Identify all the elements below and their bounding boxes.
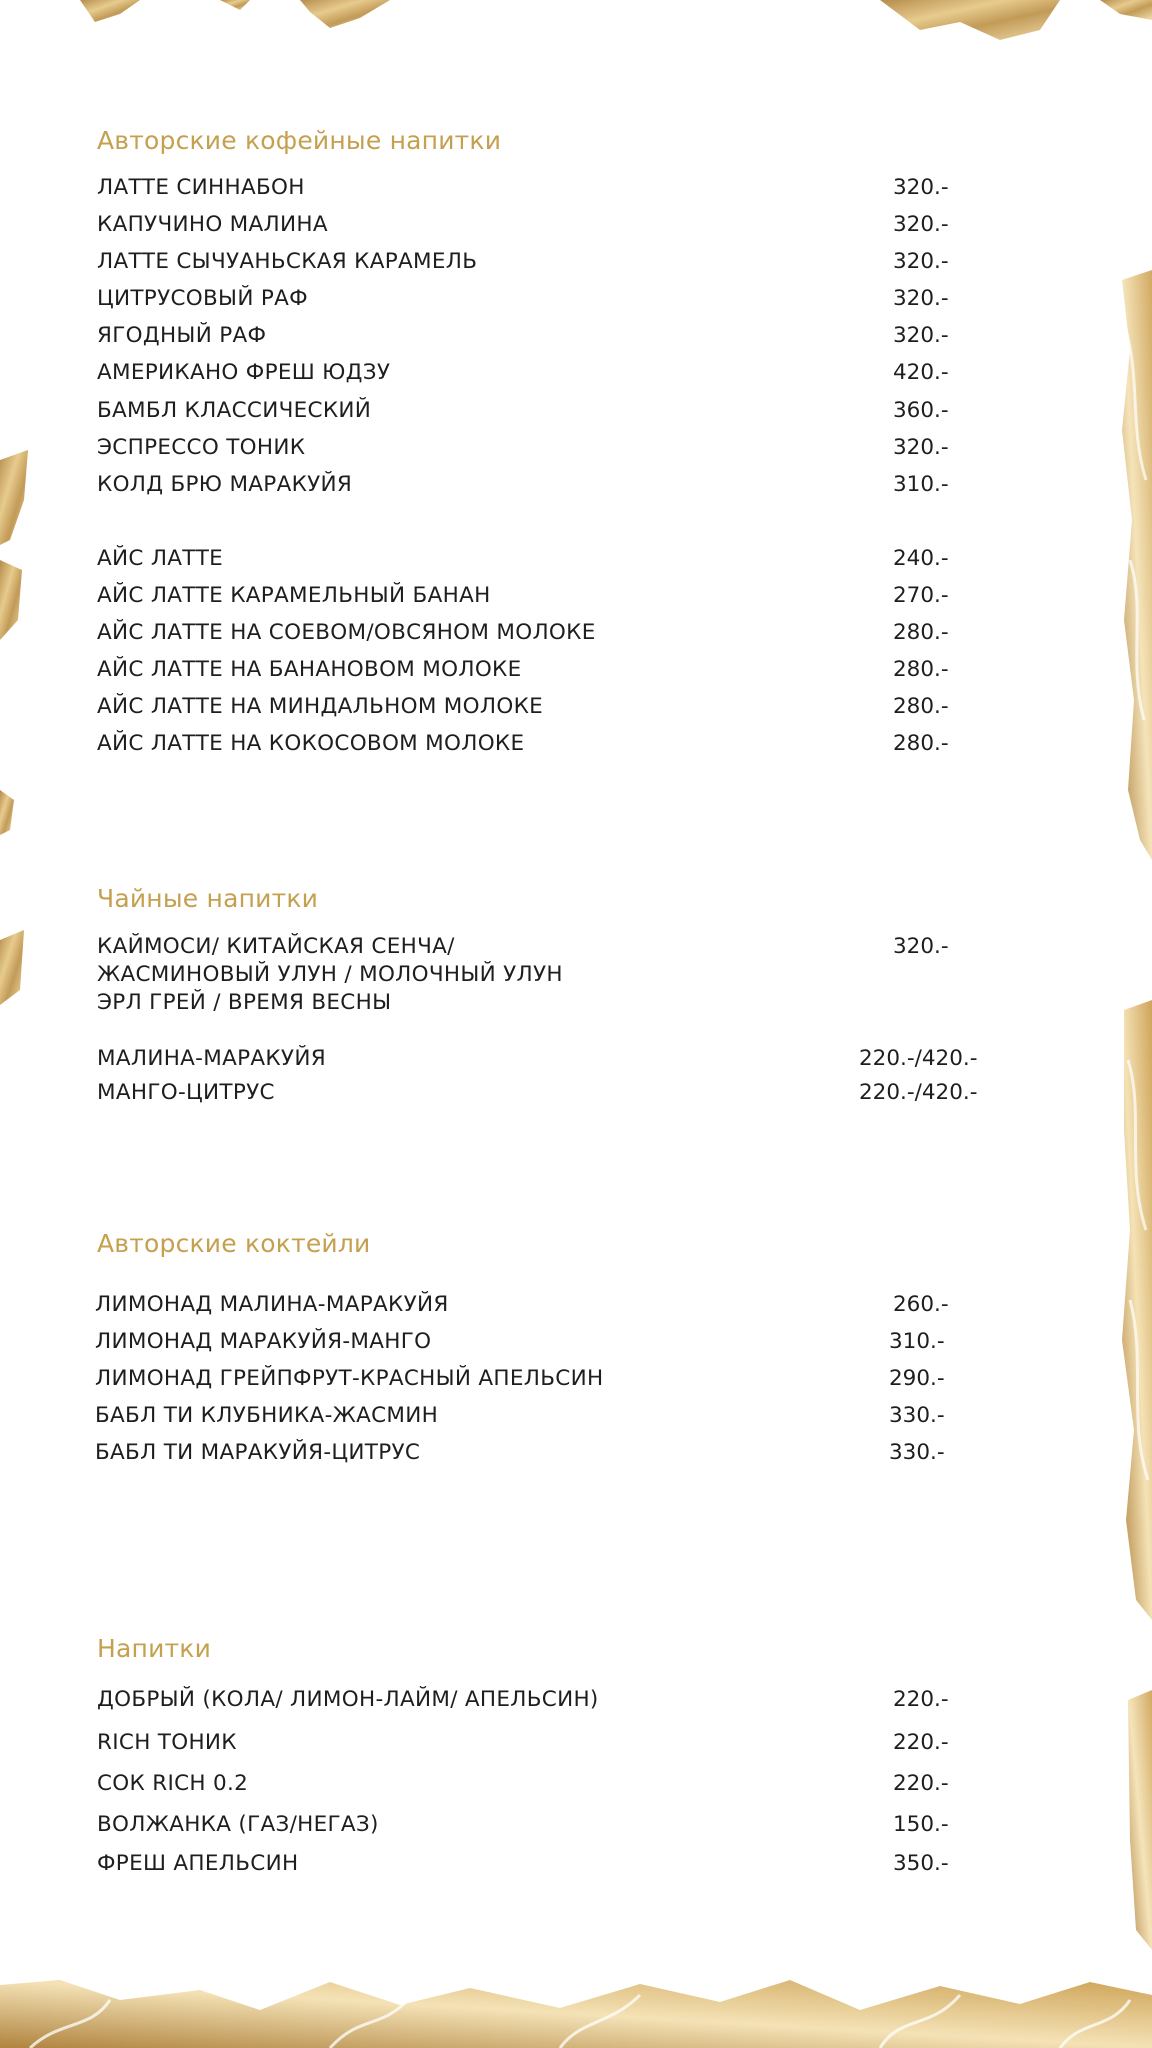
section-title-cocktails: Авторские коктейли bbox=[97, 1229, 371, 1258]
item-name: АЙС ЛАТТЕ bbox=[97, 546, 224, 571]
section-title-drinks: Напитки bbox=[97, 1634, 212, 1663]
item-name: ФРЕШ АПЕЛЬСИН bbox=[97, 1851, 299, 1876]
item-name: АЙС ЛАТТЕ НА МИНДАЛЬНОМ МОЛОКЕ bbox=[97, 694, 544, 719]
menu-item bbox=[97, 248, 1017, 278]
item-name: ДОБРЫЙ (КОЛА/ ЛИМОН-ЛАЙМ/ АПЕЛЬСИН) bbox=[97, 1687, 599, 1712]
item-price: 220.- bbox=[893, 1730, 949, 1755]
item-price: 320.- bbox=[893, 249, 949, 274]
menu-item bbox=[97, 285, 1017, 315]
menu-item bbox=[97, 434, 1017, 464]
item-price: 310.- bbox=[893, 472, 949, 497]
item-price: 150.- bbox=[893, 1812, 949, 1837]
item-name-line: ЖАСМИНОВЫЙ УЛУН / МОЛОЧНЫЙ УЛУН bbox=[97, 962, 563, 987]
item-price: 220.- bbox=[893, 1771, 949, 1796]
item-price: 220.-/420.- bbox=[859, 1080, 978, 1105]
menu-item bbox=[97, 1365, 1017, 1395]
item-name-line: ЭРЛ ГРЕЙ / ВРЕМЯ ВЕСНЫ bbox=[97, 990, 392, 1015]
item-name: БАБЛ ТИ КЛУБНИКА-ЖАСМИН bbox=[95, 1403, 439, 1428]
item-name: БАБЛ ТИ МАРАКУЙЯ-ЦИТРУС bbox=[95, 1440, 421, 1465]
menu-item bbox=[97, 1045, 1017, 1075]
item-name: ЯГОДНЫЙ РАФ bbox=[97, 323, 267, 348]
menu-item bbox=[97, 1850, 1017, 1880]
item-price: 240.- bbox=[893, 546, 949, 571]
section-title-coffee: Авторские кофейные напитки bbox=[97, 126, 502, 155]
menu-item bbox=[97, 359, 1017, 389]
item-name: ЛИМОНАД МАЛИНА-МАРАКУЙЯ bbox=[95, 1292, 449, 1317]
item-name bbox=[97, 933, 563, 1017]
item-price: 320.- bbox=[893, 286, 949, 311]
item-name: ЛИМОНАД МАРАКУЙЯ-МАНГО bbox=[95, 1329, 432, 1354]
item-name: ЛИМОНАД ГРЕЙПФРУТ-КРАСНЫЙ АПЕЛЬСИН bbox=[95, 1366, 604, 1391]
item-name: RICH ТОНИК bbox=[97, 1730, 237, 1755]
menu-item bbox=[97, 1079, 1017, 1109]
item-price: 290.- bbox=[889, 1366, 945, 1391]
menu-item bbox=[97, 730, 1017, 760]
item-name: АЙС ЛАТТЕ НА КОКОСОВОМ МОЛОКЕ bbox=[97, 731, 525, 756]
menu-item-tea-collection bbox=[97, 933, 1017, 1023]
menu-item bbox=[97, 397, 1017, 427]
item-name: МАЛИНА-МАРАКУЙЯ bbox=[97, 1046, 326, 1071]
menu-item bbox=[97, 1770, 1017, 1800]
item-name: ЦИТРУСОВЫЙ РАФ bbox=[97, 286, 308, 311]
item-price: 280.- bbox=[893, 694, 949, 719]
item-name: АЙС ЛАТТЕ КАРАМЕЛЬНЫЙ БАНАН bbox=[97, 583, 491, 608]
item-price: 220.-/420.- bbox=[859, 1046, 978, 1071]
menu-item bbox=[97, 582, 1017, 612]
item-price: 220.- bbox=[893, 1687, 949, 1712]
item-price: 360.- bbox=[893, 398, 949, 423]
section-title-tea: Чайные напитки bbox=[97, 884, 319, 913]
item-name: АМЕРИКАНО ФРЕШ ЮДЗУ bbox=[97, 360, 391, 385]
item-price: 320.- bbox=[893, 934, 949, 959]
menu-item bbox=[97, 471, 1017, 501]
item-price: 320.- bbox=[893, 435, 949, 460]
menu-item bbox=[97, 322, 1017, 352]
item-price: 280.- bbox=[893, 657, 949, 682]
menu-item bbox=[97, 1686, 1017, 1716]
item-price: 280.- bbox=[893, 731, 949, 756]
item-price: 350.- bbox=[893, 1851, 949, 1876]
item-name: СОК RICH 0.2 bbox=[97, 1771, 249, 1796]
menu-item bbox=[97, 174, 1017, 204]
item-price: 330.- bbox=[889, 1403, 945, 1428]
item-price: 270.- bbox=[893, 583, 949, 608]
menu-item bbox=[97, 1402, 1017, 1432]
menu-item bbox=[97, 211, 1017, 241]
item-name: БАМБЛ КЛАССИЧЕСКИЙ bbox=[97, 398, 372, 423]
item-name: МАНГО-ЦИТРУС bbox=[97, 1080, 275, 1105]
menu-item bbox=[97, 545, 1017, 575]
item-name: АЙС ЛАТТЕ НА БАНАНОВОМ МОЛОКЕ bbox=[97, 657, 522, 682]
item-price: 420.- bbox=[893, 360, 949, 385]
item-name: ЛАТТЕ СЫЧУАНЬСКАЯ КАРАМЕЛЬ bbox=[97, 249, 478, 274]
item-price: 320.- bbox=[893, 212, 949, 237]
menu-item bbox=[97, 1439, 1017, 1469]
item-price: 320.- bbox=[893, 175, 949, 200]
item-name: АЙС ЛАТТЕ НА СОЕВОМ/ОВСЯНОМ МОЛОКЕ bbox=[97, 620, 596, 645]
item-name: КОЛД БРЮ МАРАКУЙЯ bbox=[97, 472, 353, 497]
item-price: 310.- bbox=[889, 1329, 945, 1354]
item-price: 330.- bbox=[889, 1440, 945, 1465]
item-price: 280.- bbox=[893, 620, 949, 645]
menu-item bbox=[97, 1328, 1017, 1358]
menu-item bbox=[97, 656, 1017, 686]
menu-item bbox=[97, 1291, 1017, 1321]
menu-item bbox=[97, 1811, 1017, 1841]
menu-item bbox=[97, 693, 1017, 723]
item-name: ВОЛЖАНКА (ГАЗ/НЕГАЗ) bbox=[97, 1812, 379, 1837]
item-name: ЭСПРЕССО ТОНИК bbox=[97, 435, 306, 460]
item-price: 320.- bbox=[893, 323, 949, 348]
menu-item bbox=[97, 1729, 1017, 1759]
item-name: ЛАТТЕ СИННАБОН bbox=[97, 175, 305, 200]
menu-item bbox=[97, 619, 1017, 649]
item-name-line: КАЙМОСИ/ КИТАЙСКАЯ СЕНЧА/ bbox=[97, 934, 455, 959]
item-price: 260.- bbox=[893, 1292, 949, 1317]
item-name: КАПУЧИНО МАЛИНА bbox=[97, 212, 328, 237]
